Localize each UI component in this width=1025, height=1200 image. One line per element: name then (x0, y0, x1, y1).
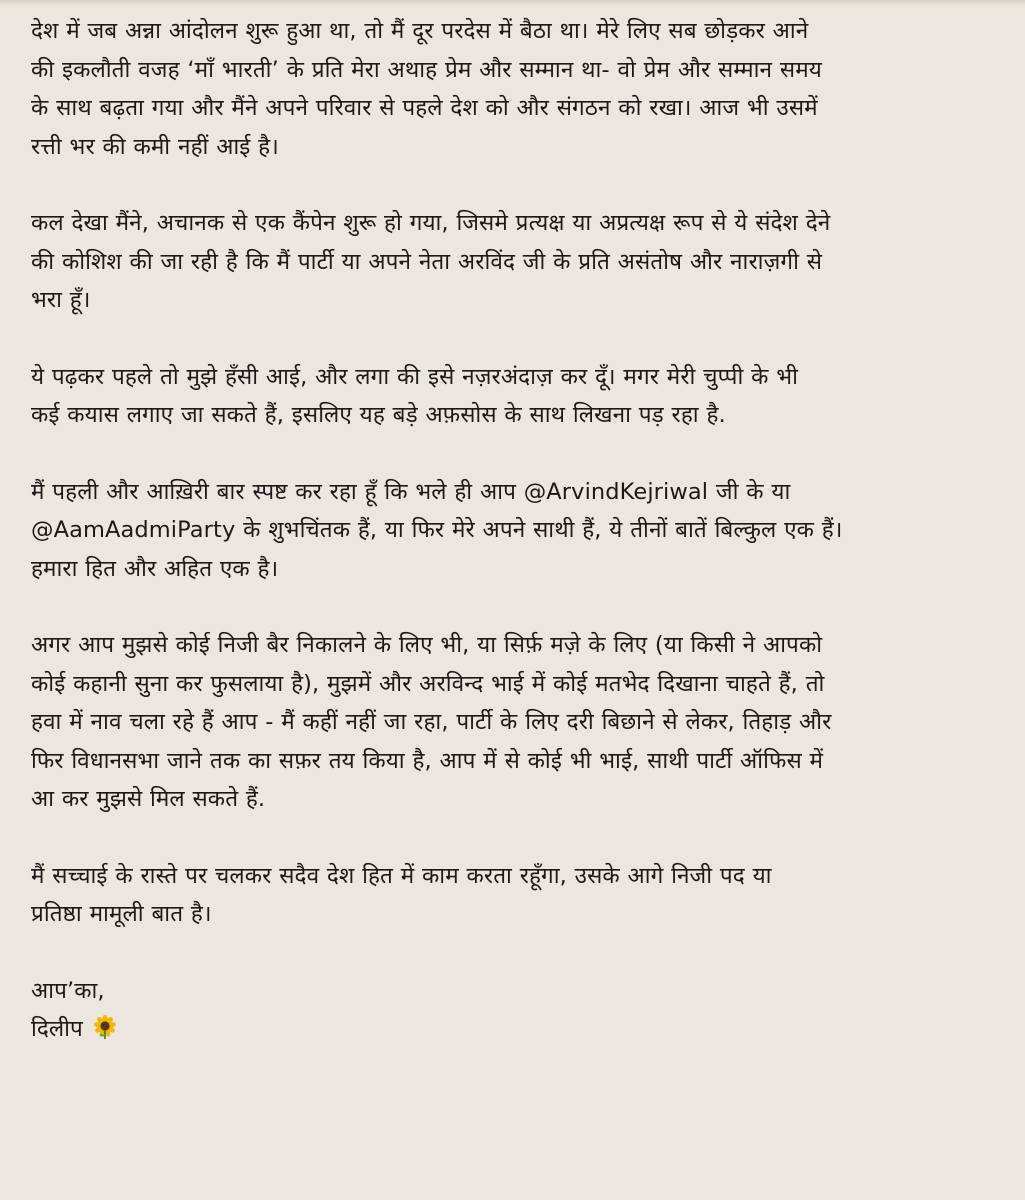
text-line: कल देखा मैंने, अचानक से एक कैंपेन शुरू हो गया, जिसमे प्रत्यक्ष या अप्रत्यक्ष रूप से ये संदेश देने (31, 210, 831, 236)
paragraph-5 (31, 626, 997, 819)
paragraph-1 (31, 12, 997, 166)
text-line: @AamAadmiParty के शुभचिंतक हैं, या फिर मेरे अपने साथी हैं, ये तीनों बातें बिल्कुल एक हैं। (31, 517, 843, 543)
signature-name: दिलीप (31, 1016, 83, 1042)
text-line: ये पढ़कर पहले तो मुझे हँसी आई, और लगा की इसे नज़रअंदाज़ कर दूँ। मगर मेरी चुप्पी के भी (31, 363, 798, 390)
text-line: प्रतिष्ठा मामूली बात है। (31, 901, 212, 927)
text-line: हमारा हित और अहित एक है। (31, 555, 279, 582)
text-line: आ कर मुझसे मिल सकते हैं. (31, 786, 266, 812)
text-line: की इकलौती वजह ‘माँ भारती’ के प्रति मेरा अथाह प्रेम और सम्मान था- वो प्रेम और सम्मान समय (31, 56, 822, 83)
paragraph-6 (31, 857, 997, 934)
text-line: मैं पहली और आख़िरी बार स्पष्ट कर रहा हूँ कि भले ही आप @ArvindKejriwal जी के या (31, 478, 791, 505)
text-line: अगर आप मुझसे कोई निजी बैर निकालने के लिए भी, या सिर्फ़ मज़े के लिए (या किसी ने आपको (31, 632, 823, 658)
closing-salutation: आप’का, (31, 977, 105, 1004)
text-line: के साथ बढ़ता गया और मैंने अपने परिवार से पहले देश को और संगठन को रखा। आज भी उसमें (31, 95, 818, 121)
text-line: भरा हूँ। (31, 287, 91, 313)
signature-row (31, 1010, 997, 1049)
paragraph-3 (31, 358, 997, 435)
top-edge-shadow (0, 0, 1025, 6)
paragraph-4 (31, 473, 997, 589)
sunflower-icon (92, 1014, 118, 1040)
letter-closing (31, 972, 997, 1049)
text-line: की कोशिश की जा रही है कि मैं पार्टी या अपने नेता अरविंद जी के प्रति असंतोष और नाराज़गी से (31, 248, 823, 275)
letter-document (31, 12, 997, 1049)
text-line: कई कयास लगाए जा सकते हैं, इसलिए यह बड़े अफ़सोस के साथ लिखना पड़ रहा है. (31, 402, 726, 428)
text-line: फिर विधानसभा जाने तक का सफ़र तय किया है, आप में से कोई भी भाई, साथी पार्टी ऑफिस में (31, 747, 824, 774)
text-line: देश में जब अन्ना आंदोलन शुरू हुआ था, तो मैं दूर परदेस में बैठा था। मेरे लिए सब छोड़कर आने (31, 18, 809, 44)
text-line: हवा में नाव चला रहे हैं आप - मैं कहीं नहीं जा रहा, पार्टी के लिए दरी बिछाने से लेकर, तिहाड़ और (31, 709, 832, 735)
text-line: कोई कहानी सुना कर फुसलाया है), मुझमें और अरविन्द भाई में कोई मतभेद दिखाना चाहते हैं, तो (31, 670, 825, 697)
text-line: मैं सच्चाई के रास्ते पर चलकर सदैव देश हित में काम करता रहूँगा, उसके आगे निजी पद या (31, 862, 772, 889)
text-line: रत्ती भर की कमी नहीं आई है। (31, 133, 279, 160)
paragraph-2 (31, 204, 997, 320)
